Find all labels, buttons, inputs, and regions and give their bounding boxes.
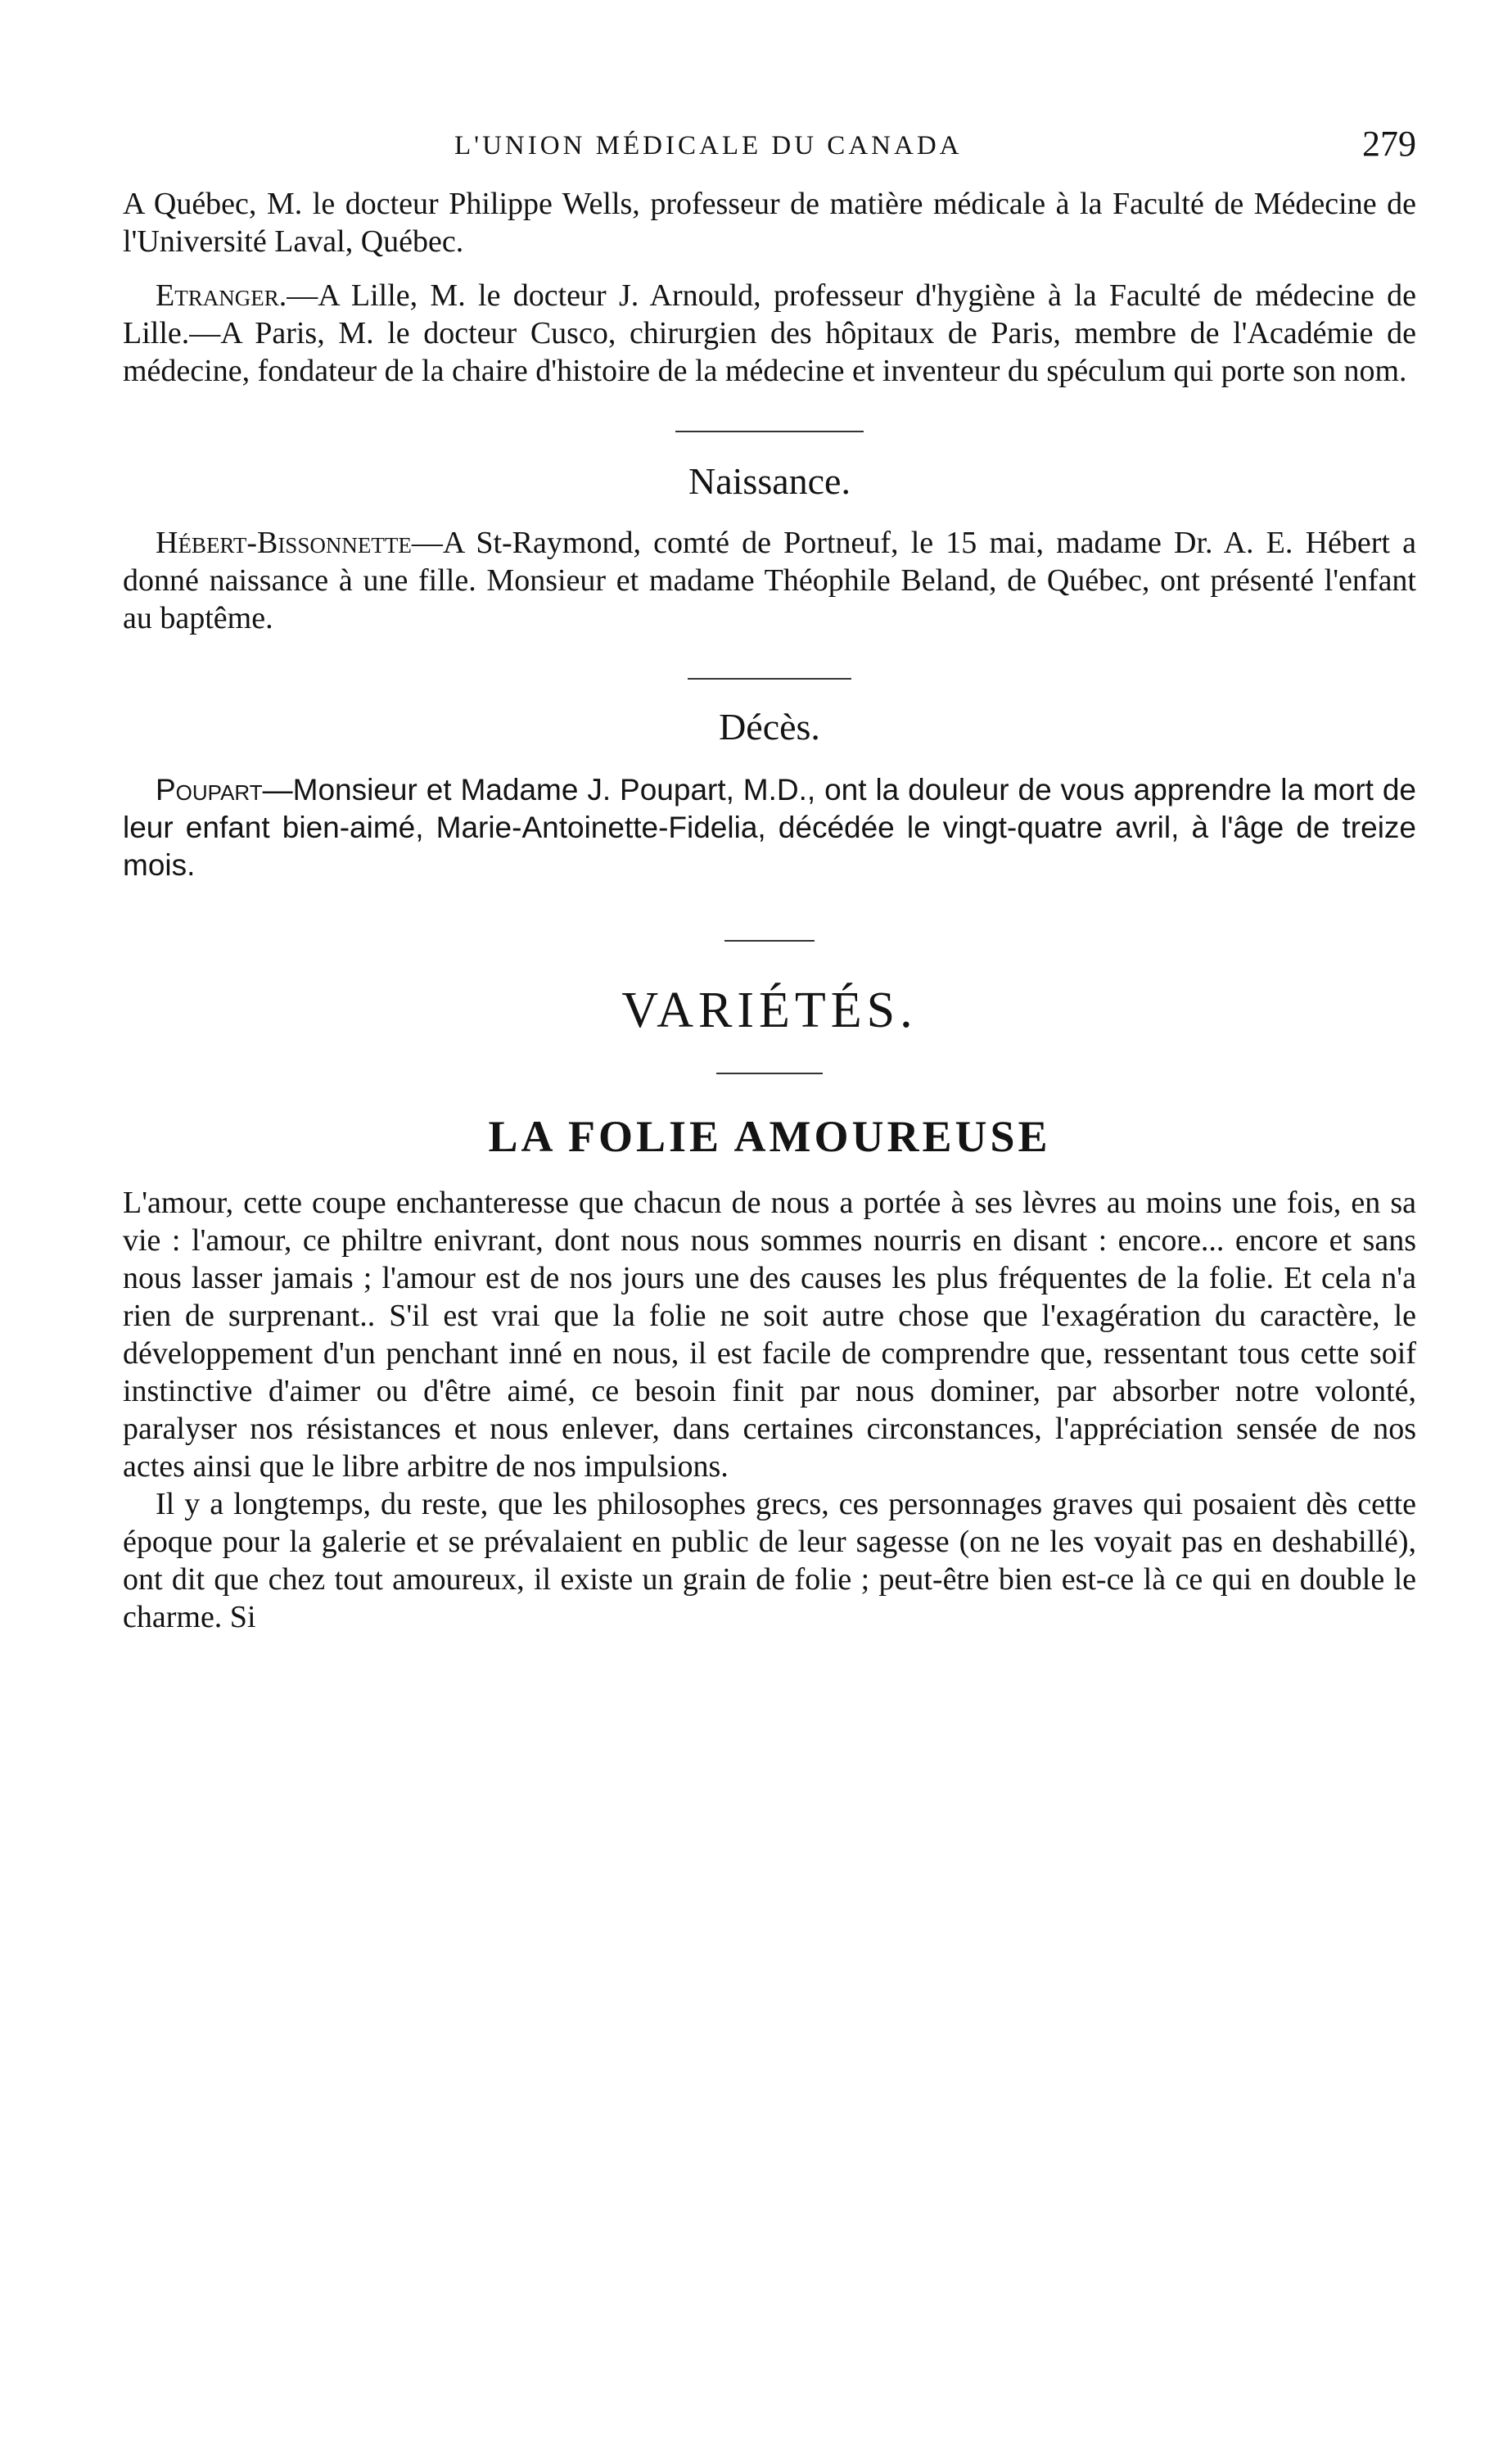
journal-title: L'UNION MÉDICALE DU CANADA xyxy=(454,131,963,160)
etranger-lead: Etranger. xyxy=(156,278,287,313)
deces-heading: Décès. xyxy=(719,706,820,748)
naissance-paragraph xyxy=(123,524,1416,637)
page xyxy=(123,123,1416,1636)
deces-lead: Poupart xyxy=(156,773,263,807)
section-divider xyxy=(675,431,864,432)
deces-paragraph xyxy=(123,771,1416,884)
naissance-text: —A St-Raymond, comté de Portneuf, le 15 mai, madame Dr. A. E. Hébert a donné naissance à une fille. Monsieur et madame Théophile Beland, de Québec, ont présenté l'enfant au baptême. xyxy=(123,526,1416,635)
article-title: LA FOLIE AMOUREUSE xyxy=(488,1112,1051,1161)
article-paragraph-2: Il y a longtemps, du reste, que les philosophes grecs, ces personnages graves qui posaient dès cette époque pour la galerie et se prévalaient en public de leur sagesse (on ne les voyait pas en deshabillé), ont dit que chez tout amoureux, il existe un grain de folie ; peut-être bien est-ce là ce qui en double le charme. Si xyxy=(123,1487,1416,1634)
running-head xyxy=(123,123,1416,180)
article-paragraph-1: L'amour, cette coupe enchanteresse que chacun de nous a portée à ses lèvres au moins une fois, en sa vie : l'amour, ce philtre enivrant, dont nous nous sommes nourris en disant : encore... encore et sans nous lasser jamais ; l'amour est de nos jours une des causes les plus fréquentes de la folie. Et cela n'a rien de surprenant.. S'il est vrai que la folie ne soit autre chose que l'exagération du caractère, le développement d'un penchant inné en nous, il est facile de comprendre que, ressentant tous cette soif instinctive d'aimer ou d'être aimé, ce besoin finit par nous dominer, par absorber notre volonté, paralyser nos résistances et nous enlever, dans certaines circonstances, l'appréciation sensée de nos actes ainsi que le libre arbitre de nos impulsions. xyxy=(123,1186,1416,1484)
intro-paragraph: A Québec, M. le docteur Philippe Wells, professeur de matière médicale à la Faculté de Médecine de l'Université Laval, Québec. xyxy=(123,187,1416,259)
page-number: 279 xyxy=(1362,124,1416,164)
section-divider xyxy=(716,1073,823,1074)
etranger-text: —A Lille, M. le docteur J. Arnould, professeur d'hygiène à la Faculté de médecine de Lille.—A Paris, M. le docteur Cusco, chirurgien des hôpitaux de Paris, membre de l'Académie de médecine, fondateur de la chaire d'histoire de la médecine et inventeur du spéculum qui porte son nom. xyxy=(123,278,1416,388)
etranger-paragraph xyxy=(123,277,1416,390)
deces-text: —Monsieur et Madame J. Poupart, M.D., ont la douleur de vous apprendre la mort de leur enfant bien-aimé, Marie-Antoinette-Fidelia, décédée le vingt-quatre avril, à l'âge de treize mois. xyxy=(123,773,1416,882)
section-divider xyxy=(688,678,851,680)
naissance-lead: Hébert-Bissonnette xyxy=(156,526,412,560)
section-divider xyxy=(724,940,815,942)
varietes-heading: VARIÉTÉS. xyxy=(621,983,918,1038)
naissance-heading: Naissance. xyxy=(688,460,851,502)
